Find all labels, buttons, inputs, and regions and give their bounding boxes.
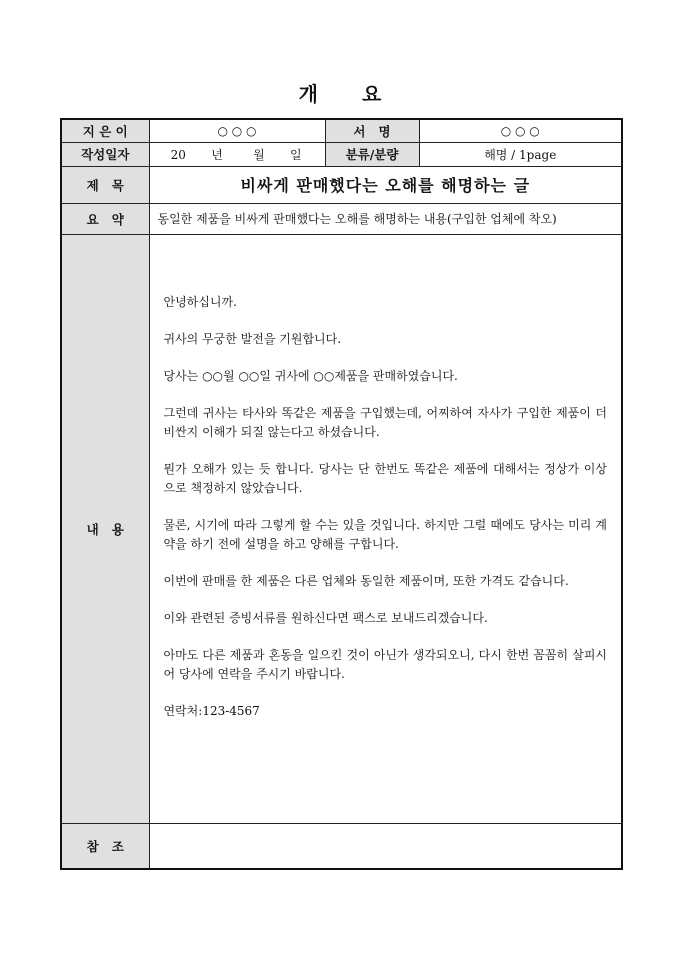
category-value: 해명 / 1page	[419, 142, 622, 166]
paragraph: 안녕하십니까.	[163, 294, 237, 309]
paragraph: 아마도 다른 제품과 혼동을 일으킨 것이 아닌가 생각되오니, 다시 한번 꼼꼼히 살피시어 당사에 연락을 주시기 바랍니다.	[163, 647, 607, 681]
subject-label: 제 목	[61, 166, 149, 203]
paragraph: 귀사의 무궁한 발전을 기원합니다.	[163, 331, 342, 346]
overview-table	[60, 118, 623, 870]
document-title	[0, 78, 680, 107]
paragraph: 이번에 판매를 한 제품은 다른 업체와 동일한 제품이며, 또한 가격도 같습니다.	[163, 573, 569, 588]
date-label: 작성일자	[61, 142, 149, 166]
paragraph: 당사는 ○○월 ○○일 귀사에 ○○제품을 판매하였습니다.	[163, 368, 458, 383]
paragraph: 뭔가 오해가 있는 듯 합니다. 당사는 단 한번도 똑같은 제품에 대해서는 정상가 이상으로 책정하지 않았습니다.	[163, 461, 607, 495]
date-year-unit: 년	[211, 147, 223, 162]
summary-label: 요 약	[61, 203, 149, 234]
date-value	[149, 142, 325, 166]
date-month-unit: 월	[253, 147, 265, 162]
signature-value: ○ ○ ○	[419, 119, 622, 142]
date-day-unit: 일	[289, 147, 302, 162]
content-label: 내 용	[61, 234, 149, 823]
paragraph: 이와 관련된 증빙서류를 원하신다면 팩스로 보내드리겠습니다.	[163, 610, 488, 625]
content-body	[149, 234, 622, 823]
subject-value: 비싸게 판매했다는 오해를 해명하는 글	[149, 166, 622, 203]
reference-value	[149, 823, 622, 869]
date-year: 20	[170, 147, 186, 162]
category-label: 분류/분량	[325, 142, 419, 166]
title-part-1: 개	[298, 82, 318, 106]
author-label: 지 은 이	[61, 119, 149, 142]
signature-label: 서 명	[325, 119, 419, 142]
paragraph: 물론, 시기에 따라 그렇게 할 수는 있을 것입니다. 하지만 그럴 때에도 당사는 미리 계약을 하기 전에 설명을 하고 양해를 구합니다.	[163, 517, 607, 551]
paragraph: 그런데 귀사는 타사와 똑같은 제품을 구입했는데, 어찌하여 자사가 구입한 제품이 더 비싼지 이해가 되질 않는다고 하셨습니다.	[163, 405, 607, 439]
author-value: ○ ○ ○	[149, 119, 325, 142]
reference-label: 참 조	[61, 823, 149, 869]
contact-line: 연락처:123-4567	[163, 703, 260, 718]
summary-value: 동일한 제품을 비싸게 판매했다는 오해를 해명하는 내용(구입한 업체에 착오)	[149, 203, 622, 234]
title-part-2: 요	[362, 82, 382, 106]
